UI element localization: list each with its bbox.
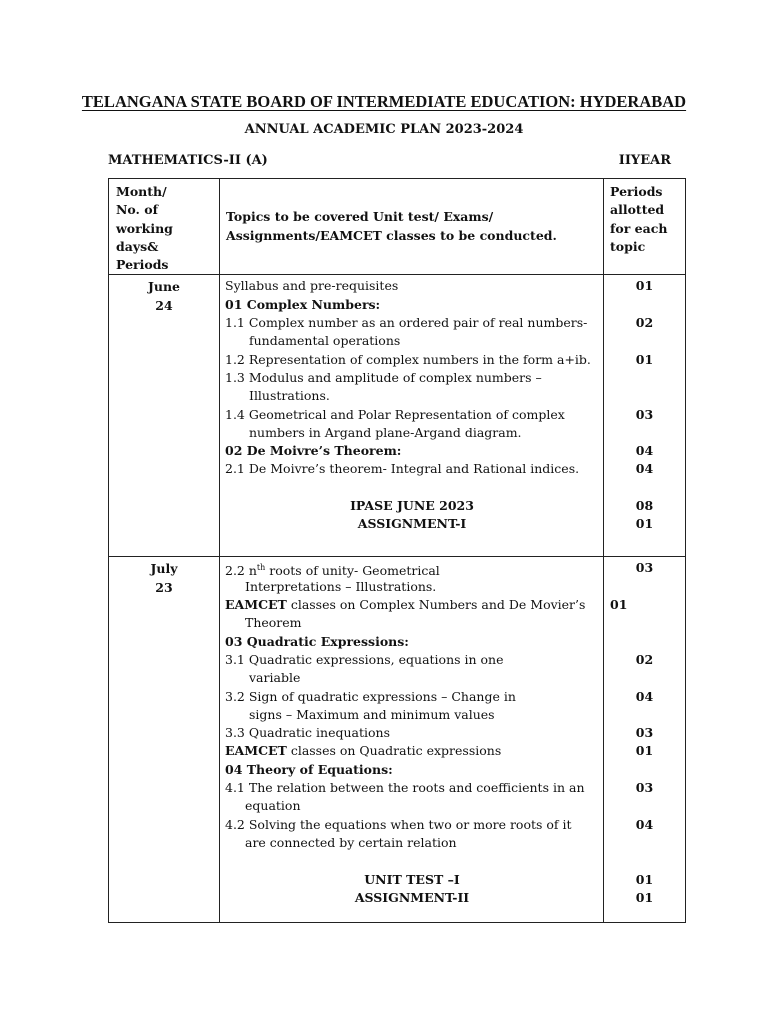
unit-heading: 04 Theory of Equations: xyxy=(225,761,393,777)
unit-heading: 03 Quadratic Expressions: xyxy=(225,633,409,649)
topic-line: 2.1 De Moivre’s theorem- Integral and Rational indices. xyxy=(225,461,580,477)
topic-line: are connected by certain relation xyxy=(245,834,457,850)
period-value: 03 xyxy=(635,560,654,576)
exam-label: IPASE JUNE 2023 xyxy=(350,498,474,514)
superscript: th xyxy=(256,563,266,573)
topic-line: fundamental operations xyxy=(249,333,401,349)
period-value: 01 xyxy=(635,516,654,532)
period-value: 01 xyxy=(635,743,654,759)
header-periods xyxy=(604,179,686,275)
topic-line: 3.2 Sign of quadratic expressions – Change in xyxy=(225,688,516,704)
topic-line xyxy=(225,596,599,614)
header-periods-line: allotted xyxy=(610,202,665,218)
topic-line: 3.1 Quadratic expressions, equations in one xyxy=(225,651,504,667)
period-value: 03 xyxy=(635,725,654,741)
header-month-line: No. of xyxy=(116,202,158,218)
topics-cell-july xyxy=(220,557,604,923)
month-cell-june xyxy=(109,275,220,557)
periods-cell-june xyxy=(604,275,686,557)
period-value: 01 xyxy=(610,597,628,613)
table-header-row xyxy=(109,179,686,275)
working-days: 23 xyxy=(155,579,173,595)
page-subtitle: ANNUAL ACADEMIC PLAN 2023-2024 xyxy=(244,122,524,137)
topics-cell-june xyxy=(220,275,604,557)
period-value: 03 xyxy=(635,780,654,796)
period-value: 02 xyxy=(635,651,654,667)
period-value: 04 xyxy=(635,816,654,832)
exam-label: UNIT TEST –I xyxy=(364,871,460,887)
topic-line xyxy=(225,742,599,760)
subject-label: MATHEMATICS-II (A) xyxy=(108,153,268,168)
table-row-july xyxy=(109,557,686,923)
topic-line: numbers in Argand plane-Argand diagram. xyxy=(249,424,522,440)
topic-line: 3.3 Quadratic inequations xyxy=(225,725,390,741)
topic-text: 2.2 n xyxy=(225,563,257,579)
page-title: TELANGANA STATE BOARD OF INTERMEDIATE EDUCATION: HYDERABAD xyxy=(81,92,687,111)
header-month-line: Month/ xyxy=(116,184,167,199)
period-value: 04 xyxy=(635,461,654,477)
header-topics-line: Assignments/EAMCET classes to be conducted. xyxy=(226,227,557,243)
topic-line: Theorem xyxy=(245,615,302,631)
table-row-june xyxy=(109,275,686,557)
academic-plan-table xyxy=(108,178,686,923)
topic-line: 4.1 The relation between the roots and coefficients in an xyxy=(225,780,585,796)
month-name: June xyxy=(147,279,181,295)
header-periods-line: for each xyxy=(610,220,668,236)
header-month xyxy=(109,179,220,275)
assignment-label: ASSIGNMENT-II xyxy=(354,889,470,905)
topic-line: signs – Maximum and minimum values xyxy=(249,706,495,722)
topic-line: Syllabus and pre-requisites xyxy=(225,278,399,294)
periods-cell-july xyxy=(604,557,686,923)
period-value: 04 xyxy=(635,443,654,459)
month-cell-july xyxy=(109,557,220,923)
topic-line: 4.2 Solving the equations when two or more roots of it xyxy=(225,816,572,832)
period-value: 01 xyxy=(635,889,654,905)
period-value: 02 xyxy=(635,315,654,331)
topic-line: Interpretations – Illustrations. xyxy=(245,578,437,594)
eamcet-label: EAMCET xyxy=(225,597,287,613)
period-value: 08 xyxy=(635,498,654,514)
period-value: 01 xyxy=(635,351,654,367)
topic-line xyxy=(225,559,599,577)
topic-line: 1.4 Geometrical and Polar Representation of complex xyxy=(225,406,565,422)
topic-line: 1.1 Complex number as an ordered pair of real numbers- xyxy=(225,315,588,331)
assignment-label: ASSIGNMENT-I xyxy=(357,516,467,532)
period-value: 03 xyxy=(635,406,654,422)
topic-text: roots of unity- Geometrical xyxy=(265,563,440,579)
topic-text: classes on Complex Numbers and De Movier’s xyxy=(286,597,586,613)
unit-heading: 02 De Moivre’s Theorem: xyxy=(225,443,402,459)
header-month-line: Periods xyxy=(116,257,169,273)
header-topics-line: Topics to be covered Unit test/ Exams/ xyxy=(226,209,494,225)
header-periods-line: Periods xyxy=(610,184,663,199)
header-periods-line: topic xyxy=(610,238,646,254)
period-value: 01 xyxy=(635,278,654,294)
year-label: IIYEAR xyxy=(618,153,671,168)
header-month-line: days& xyxy=(116,238,159,254)
topic-line: variable xyxy=(249,670,301,686)
unit-heading: 01 Complex Numbers: xyxy=(225,296,381,312)
header-topics xyxy=(220,179,604,275)
working-days: 24 xyxy=(155,297,173,313)
eamcet-label: EAMCET xyxy=(225,743,287,759)
topic-line: equation xyxy=(245,798,301,814)
header-month-line: working xyxy=(116,220,173,236)
period-value: 01 xyxy=(635,871,654,887)
period-value: 04 xyxy=(635,688,654,704)
topic-text: classes on Quadratic expressions xyxy=(286,743,502,759)
topic-line: Illustrations. xyxy=(249,388,330,404)
topic-line: 1.2 Representation of complex numbers in the form a+ib. xyxy=(225,351,591,367)
month-name: July xyxy=(150,561,178,577)
topic-line: 1.3 Modulus and amplitude of complex numbers – xyxy=(225,369,542,385)
